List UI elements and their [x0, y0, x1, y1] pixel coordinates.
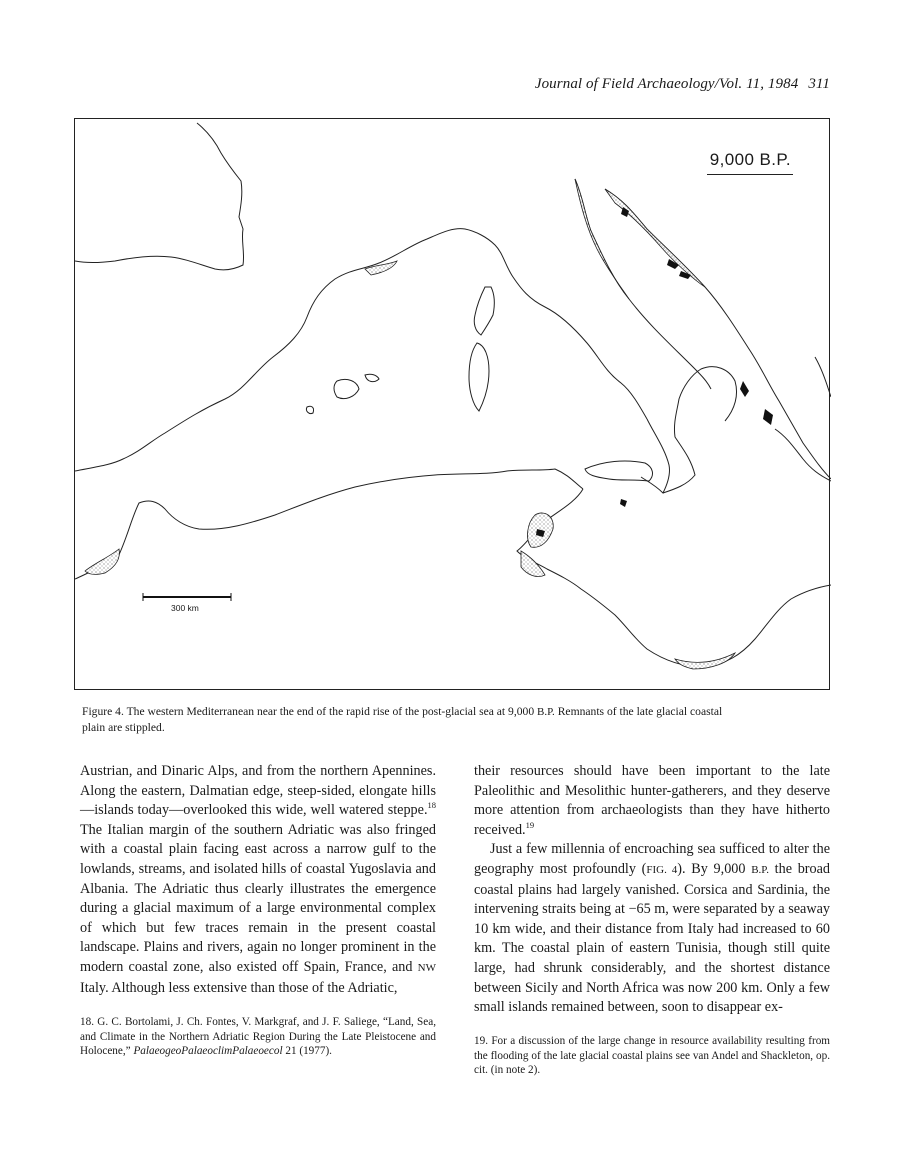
coast-north-med	[75, 229, 647, 471]
left-column	[80, 762, 436, 998]
fig-ref: FIG. 4	[646, 863, 678, 876]
caption-text-2: Remnants of the late glacial coastal plain are stippled.	[82, 705, 723, 734]
island-sardinia	[469, 343, 489, 411]
page-number: 311	[808, 76, 830, 92]
island-ibiza	[306, 406, 313, 413]
right-column	[474, 762, 830, 1018]
stipple-gulf-lion	[365, 261, 397, 275]
footnote-19	[474, 1034, 830, 1078]
map-title: 9,000 B.P.	[709, 150, 791, 169]
right-paragraph-1	[474, 762, 830, 840]
stipple-adriatic-east	[605, 189, 705, 287]
footnote-ref-19: 19	[525, 819, 535, 830]
left-text-2: The Italian margin of the southern Adriatic was also fringed with a coastal plain facing east across a narrow gulf to the lowlands, streams, and isolated hills of coastal Yugoslavia and Albania. The Adriatic thus clearly illustrates the emergence during a glacial maximum of a large environmental complex of which but few traces remain in the present coastal landscape. Plains and rivers, again no longer prominent in the modern coastal zone, also existed off Spain, France, and	[80, 821, 436, 975]
caption-text: The western Mediterranean near the end of the rapid rise of the post-glacial sea at 9,000	[126, 705, 535, 718]
right-paragraph-2	[474, 840, 830, 1017]
coast-tunisia-libya	[517, 489, 831, 667]
left-text-1: Austrian, and Dinaric Alps, and from the northern Apennines. Along the eastern, Dalmatian edge, steep-sided, elongate hills—islands today—overlooked this wide, well watered steppe.	[80, 763, 436, 819]
footnote-18-text: 18. G. C. Bortolami, J. Ch. Fontes, V. Markgraf, and J. F. Saliege, “Land, Sea, and Climate in the Northern Adriatic Region During the Late Pleistocene and Holocene,”	[80, 1016, 436, 1058]
caption-label: Figure 4.	[82, 705, 124, 718]
island-corsica	[474, 287, 494, 335]
footnote-ref-18: 18	[427, 800, 436, 811]
scale-label: 300 km	[171, 603, 199, 613]
footnote-19-text: 19. For a discussion of the large change in resource availability resulting from the flooding of the late glacial coastal plains see van Andel and Shackleton, op. cit. (in note 2).	[474, 1035, 830, 1077]
island-menorca	[365, 374, 379, 381]
right-text-3: ). By 9,000	[677, 860, 746, 877]
coast-balkans	[605, 189, 831, 479]
right-text-4: the broad coastal plains had largely vanished. Corsica and Sardinia, the intervening straits being at −65 m, were separated by a seaway 10 km wide, and their distance from Italy had increased to 60 km. The coastal plain of eastern Tunisia, though still quite large, had shrunk considerably, and the shortest distance between Sicily and North Africa was now 200 km. Only a few small islands remained between, soon to disappear ex-	[474, 860, 831, 1016]
island-mallorca	[334, 379, 359, 398]
coast-greece	[775, 357, 831, 481]
left-paragraph	[80, 762, 436, 998]
coast-adriatic-italy	[575, 179, 711, 389]
stipple-libya	[675, 653, 735, 669]
footnote-18	[80, 1015, 436, 1059]
coast-france-atlantic	[75, 123, 244, 270]
running-header	[470, 76, 830, 93]
stipple-spain-south	[85, 549, 119, 574]
stipple-gulf-gabes	[521, 551, 545, 577]
stipple-adriatic-north	[575, 179, 629, 299]
left-text-3: Italy. Although less extensive than those of the Adriatic,	[80, 979, 398, 996]
right-text-2: Just a few millennia of encroaching sea sufficed to alter the geography most profoundly (	[474, 841, 830, 877]
scale-bar	[143, 593, 231, 601]
coast-north-africa	[75, 469, 583, 579]
dark-island-7	[620, 499, 627, 507]
dark-island-4	[740, 381, 749, 397]
right-text-1: their resources should have been important to the late Paleolithic and Mesolithic hunter-gatherers, and they deserve more attention from archaeologists than they have hitherto received.	[474, 763, 830, 838]
bp-abbrev: B.P.	[751, 863, 769, 876]
caption-bp: B.P.	[537, 706, 555, 718]
figure-caption	[82, 704, 732, 735]
journal-title: Journal of Field Archaeology/Vol. 11, 1984	[534, 76, 799, 92]
footnote-18-volume: 21 (1977).	[285, 1045, 332, 1058]
footnote-18-journal: PalaeogeoPalaeoclimPalaeoecol	[133, 1045, 283, 1058]
figure-map	[74, 118, 830, 690]
coast-italy	[641, 367, 737, 493]
dark-island-5	[763, 409, 773, 425]
map-title-underline	[707, 174, 793, 175]
nw-abbrev: NW	[417, 961, 436, 974]
